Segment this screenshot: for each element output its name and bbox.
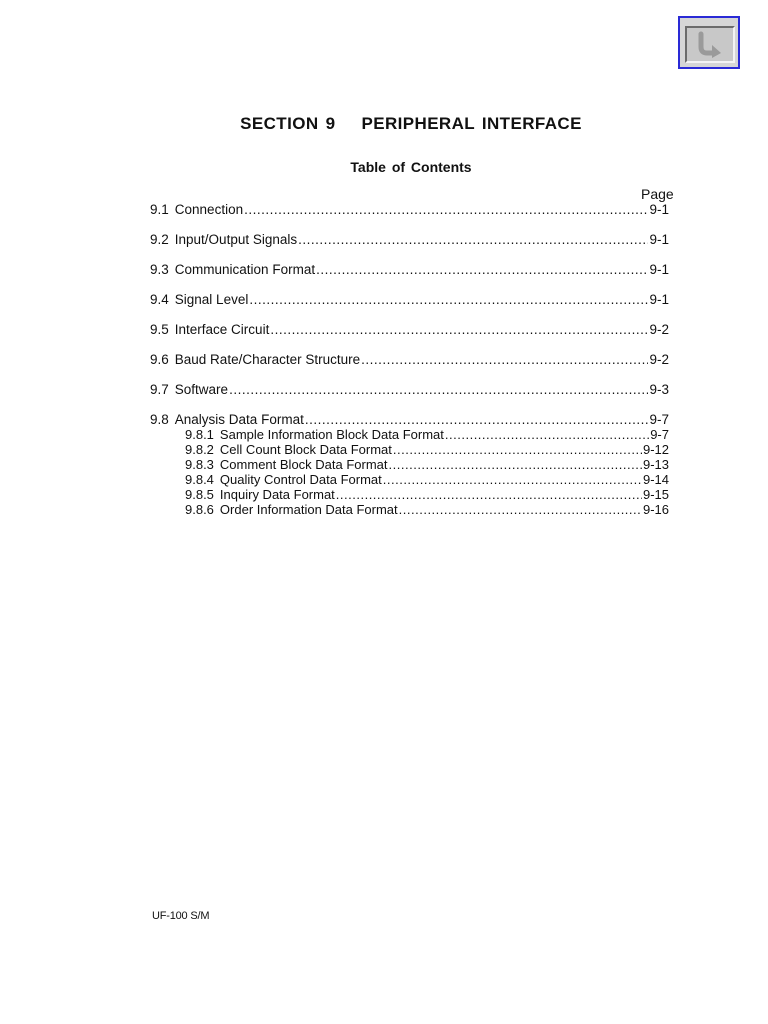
toc-entry-number: 9.8.4 (185, 472, 214, 487)
section-title (0, 114, 768, 134)
toc-entry-page: 9-16 (642, 502, 669, 517)
toc-entry[interactable] (150, 382, 669, 398)
toc-entry[interactable] (150, 232, 669, 248)
toc-entry-number: 9.8.6 (185, 502, 214, 517)
toc-entry-label (150, 352, 360, 368)
toc-entry-page: 9-1 (649, 202, 669, 217)
toc-entry-label (150, 262, 315, 278)
toc-entry-number: 9.8.3 (185, 457, 214, 472)
toc-entry-number: 9.4 (150, 292, 169, 307)
toc-entry-number: 9.6 (150, 352, 169, 367)
dot-leader (270, 322, 648, 338)
toc-entry-page: 9-2 (649, 322, 669, 337)
toc-subentry[interactable] (185, 502, 669, 517)
toc-entry-label (150, 292, 248, 308)
toc-entry-page: 9-14 (642, 472, 669, 487)
toc-entry[interactable] (150, 292, 669, 308)
dot-leader (229, 382, 648, 398)
toc-entry-title: Sample Information Block Data Format (219, 427, 444, 442)
toc-entry-page: 9-1 (649, 262, 669, 277)
toc-entry-label (150, 202, 243, 218)
toc-entry-title: Comment Block Data Format (219, 457, 388, 472)
dot-leader (249, 292, 648, 308)
toc-entry-title: Software (174, 382, 229, 397)
toc-entry-page: 9-2 (649, 352, 669, 367)
toc-entry-number: 9.8.1 (185, 427, 214, 442)
toc-entry-label (150, 232, 297, 248)
toc-entry-page: 9-7 (650, 427, 669, 442)
toc-entry-number: 9.2 (150, 232, 169, 247)
toc-entry-label (150, 412, 304, 428)
toc-entry[interactable] (150, 352, 669, 368)
toc-entry-title: Interface Circuit (174, 322, 270, 337)
toc-entry-label (185, 457, 388, 472)
toc-entry-title: Baud Rate/Character Structure (174, 352, 361, 367)
dot-leader (445, 427, 649, 442)
toc-subentry[interactable] (185, 442, 669, 457)
toc-entry-title: Signal Level (174, 292, 249, 307)
back-button[interactable] (678, 16, 740, 69)
toc-entry-page: 9-12 (642, 442, 669, 457)
toc-entry-number: 9.5 (150, 322, 169, 337)
toc-entry-page: 9-13 (642, 457, 669, 472)
dot-leader (361, 352, 648, 368)
toc-entry-number: 9.8.2 (185, 442, 214, 457)
toc-entry-label (150, 382, 228, 398)
toc-entry-title: Quality Control Data Format (219, 472, 382, 487)
toc-entry-label (185, 487, 335, 502)
toc-entry-page: 9-3 (649, 382, 669, 397)
toc-entry-title: Inquiry Data Format (219, 487, 335, 502)
dot-leader (399, 502, 642, 517)
toc-entry-label (185, 427, 444, 442)
toc-entry-label (185, 442, 392, 457)
back-button-face (685, 26, 735, 63)
toc-entry-number: 9.3 (150, 262, 169, 277)
section-number: SECTION 9 (240, 114, 336, 133)
toc-entry-label (185, 472, 382, 487)
toc-entry[interactable] (150, 322, 669, 338)
toc-entry-page: 9-1 (649, 292, 669, 307)
toc-entry-number: 9.7 (150, 382, 169, 397)
toc-entry-label (185, 502, 398, 517)
toc-title: Table of Contents (350, 159, 472, 175)
toc-entry-page: 9-15 (642, 487, 669, 502)
toc-entry[interactable] (150, 262, 669, 278)
toc-subentry[interactable] (185, 487, 669, 502)
dot-leader (298, 232, 648, 248)
return-arrow-icon (695, 30, 725, 58)
document-footer: UF-100 S/M (152, 910, 210, 922)
toc-subentry[interactable] (185, 472, 669, 487)
dot-leader (393, 442, 642, 457)
toc-entry-page: 9-7 (649, 412, 669, 427)
toc-entry-number: 9.8 (150, 412, 169, 427)
toc-entry-title: Connection (174, 202, 244, 217)
toc-entry-number: 9.1 (150, 202, 169, 217)
toc-entry-page: 9-1 (649, 232, 669, 247)
toc-entry[interactable] (150, 412, 669, 428)
dot-leader (316, 262, 648, 278)
toc-entry-title: Communication Format (174, 262, 316, 277)
dot-leader (305, 412, 649, 428)
toc-entry-title: Order Information Data Format (219, 502, 398, 517)
dot-leader (244, 202, 648, 218)
toc-entry-label (150, 322, 269, 338)
toc-subentry[interactable] (185, 457, 669, 472)
toc-entry-number: 9.8.5 (185, 487, 214, 502)
toc-entry-title: Analysis Data Format (174, 412, 304, 427)
section-name: PERIPHERAL INTERFACE (361, 114, 582, 133)
page-column-label: Page (641, 186, 674, 202)
dot-leader (383, 472, 642, 487)
dot-leader (336, 487, 642, 502)
toc-entry-title: Cell Count Block Data Format (219, 442, 392, 457)
toc-entry[interactable] (150, 202, 669, 218)
toc-entry-title: Input/Output Signals (174, 232, 298, 247)
dot-leader (389, 457, 642, 472)
toc-subentry[interactable] (185, 427, 669, 442)
